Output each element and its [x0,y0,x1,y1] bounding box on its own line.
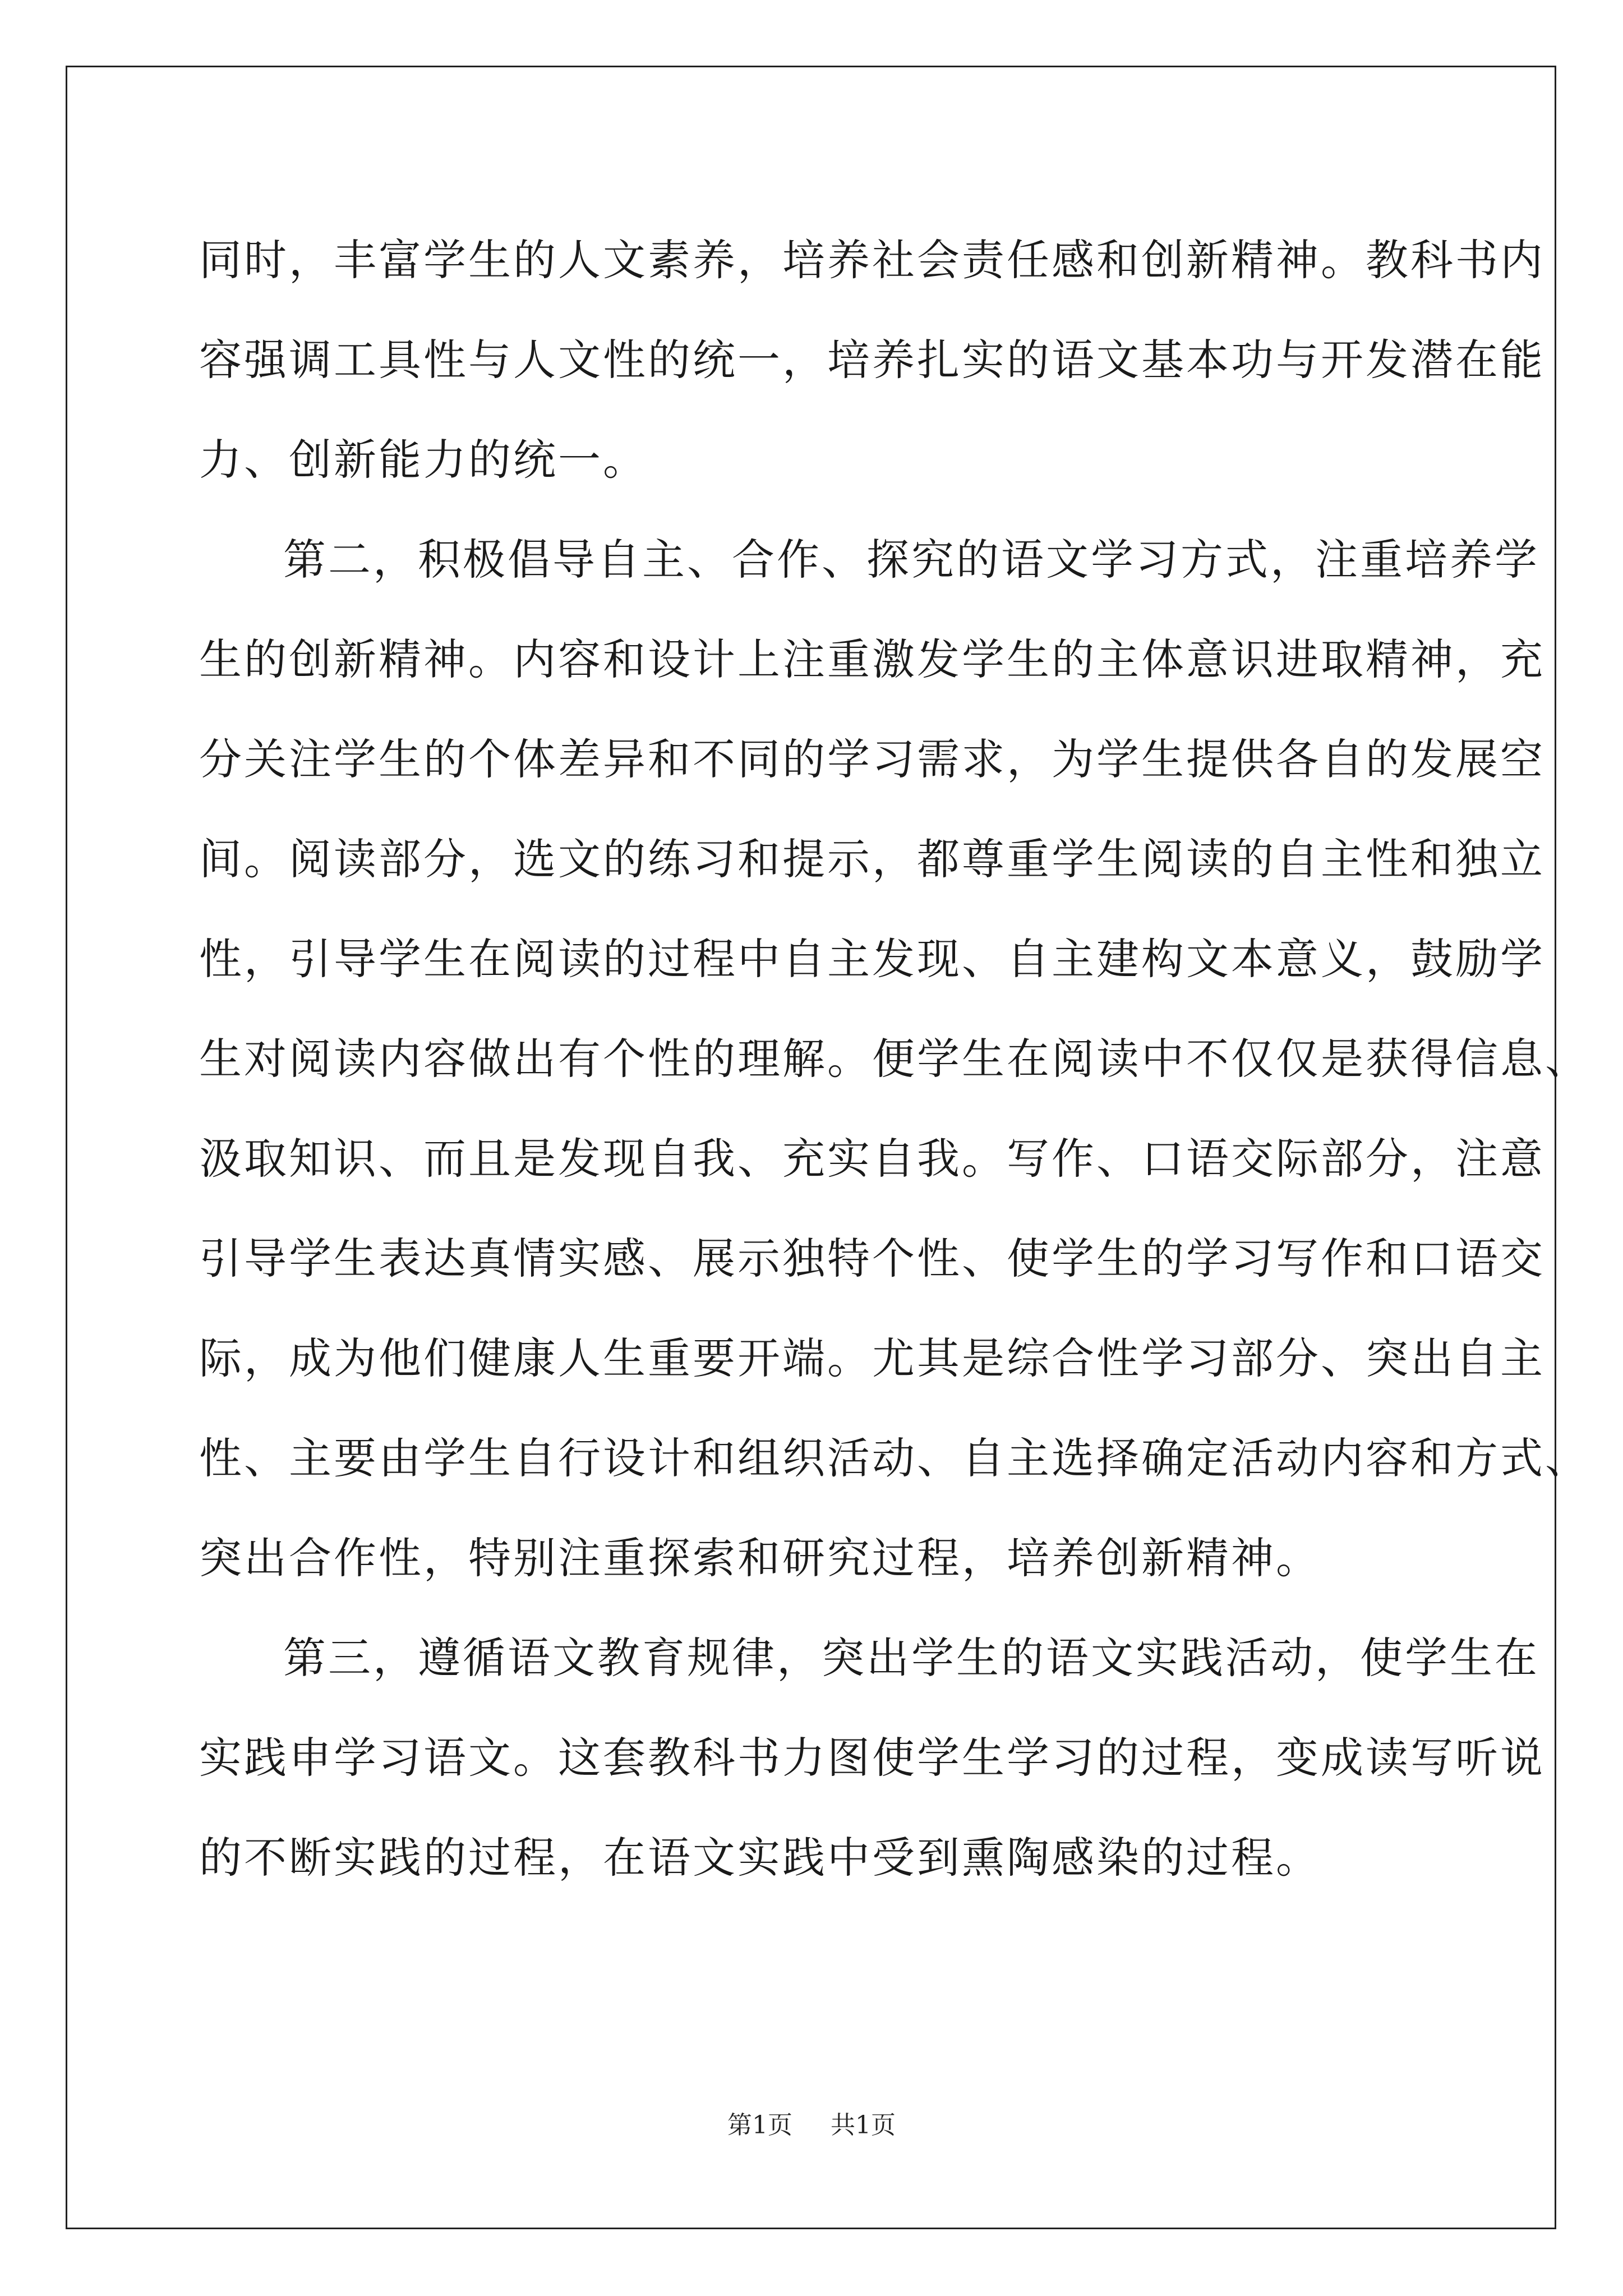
text-line: 实践申学习语文。这套教科书力图使学生学习的过程，变成读写听说 [199,1733,1545,1783]
text-line: 汲取知识、而且是发现自我、充实自我。写作、口语交际部分，注意 [199,1134,1545,1184]
text-line: 生的创新精神。内容和设计上注重激发学生的主体意识进取精神，充 [199,634,1545,684]
text-line: 生对阅读内容做出有个性的理解。便学生在阅读中不仅仅是获得信息、 [199,1034,1590,1084]
page-number-total: 共1页 [831,2111,896,2139]
text-line: 的不断实践的过程，在语文实践中受到熏陶感染的过程。 [199,1833,1321,1883]
text-line: 容强调工具性与人文性的统一，培养扎实的语文基本功与开发潜在能 [199,335,1545,385]
text-line: 第三，遵循语文教育规律，突出学生的语文实践活动，使学生在 [283,1633,1539,1683]
paragraph-1 [199,210,1545,510]
paragraph-2 [199,510,1590,1608]
paragraph-3 [199,1608,1545,1908]
text-line: 力、创新能力的统一。 [199,435,648,485]
page-number-current: 第1页 [727,2111,792,2139]
document-body [199,210,1590,1908]
text-line: 同时，丰富学生的人文素养，培养社会责任感和创新精神。教科书内 [199,235,1545,285]
text-line: 间。阅读部分，选文的练习和提示，都尊重学生阅读的自主性和独立 [199,834,1545,884]
text-line: 性，引导学生在阅读的过程中自主发现、自主建构文本意义，鼓励学 [199,934,1545,984]
text-line: 性、主要由学生自行设计和组织活动、自主选择确定活动内容和方式、 [199,1433,1590,1483]
text-line: 引导学生表达真情实感、展示独特个性、使学生的学习写作和口语交 [199,1234,1545,1283]
page-footer [0,2105,1623,2141]
text-line: 第二，积极倡导自主、合作、探究的语文学习方式，注重培养学 [283,535,1539,585]
text-line: 际，成为他们健康人生重要开端。尤其是综合性学习部分、突出自主 [199,1333,1545,1383]
text-line: 分关注学生的个体差异和不同的学习需求，为学生提供各自的发展空 [199,734,1545,784]
text-line: 突出合作性，特别注重探索和研究过程，培养创新精神。 [199,1533,1321,1583]
